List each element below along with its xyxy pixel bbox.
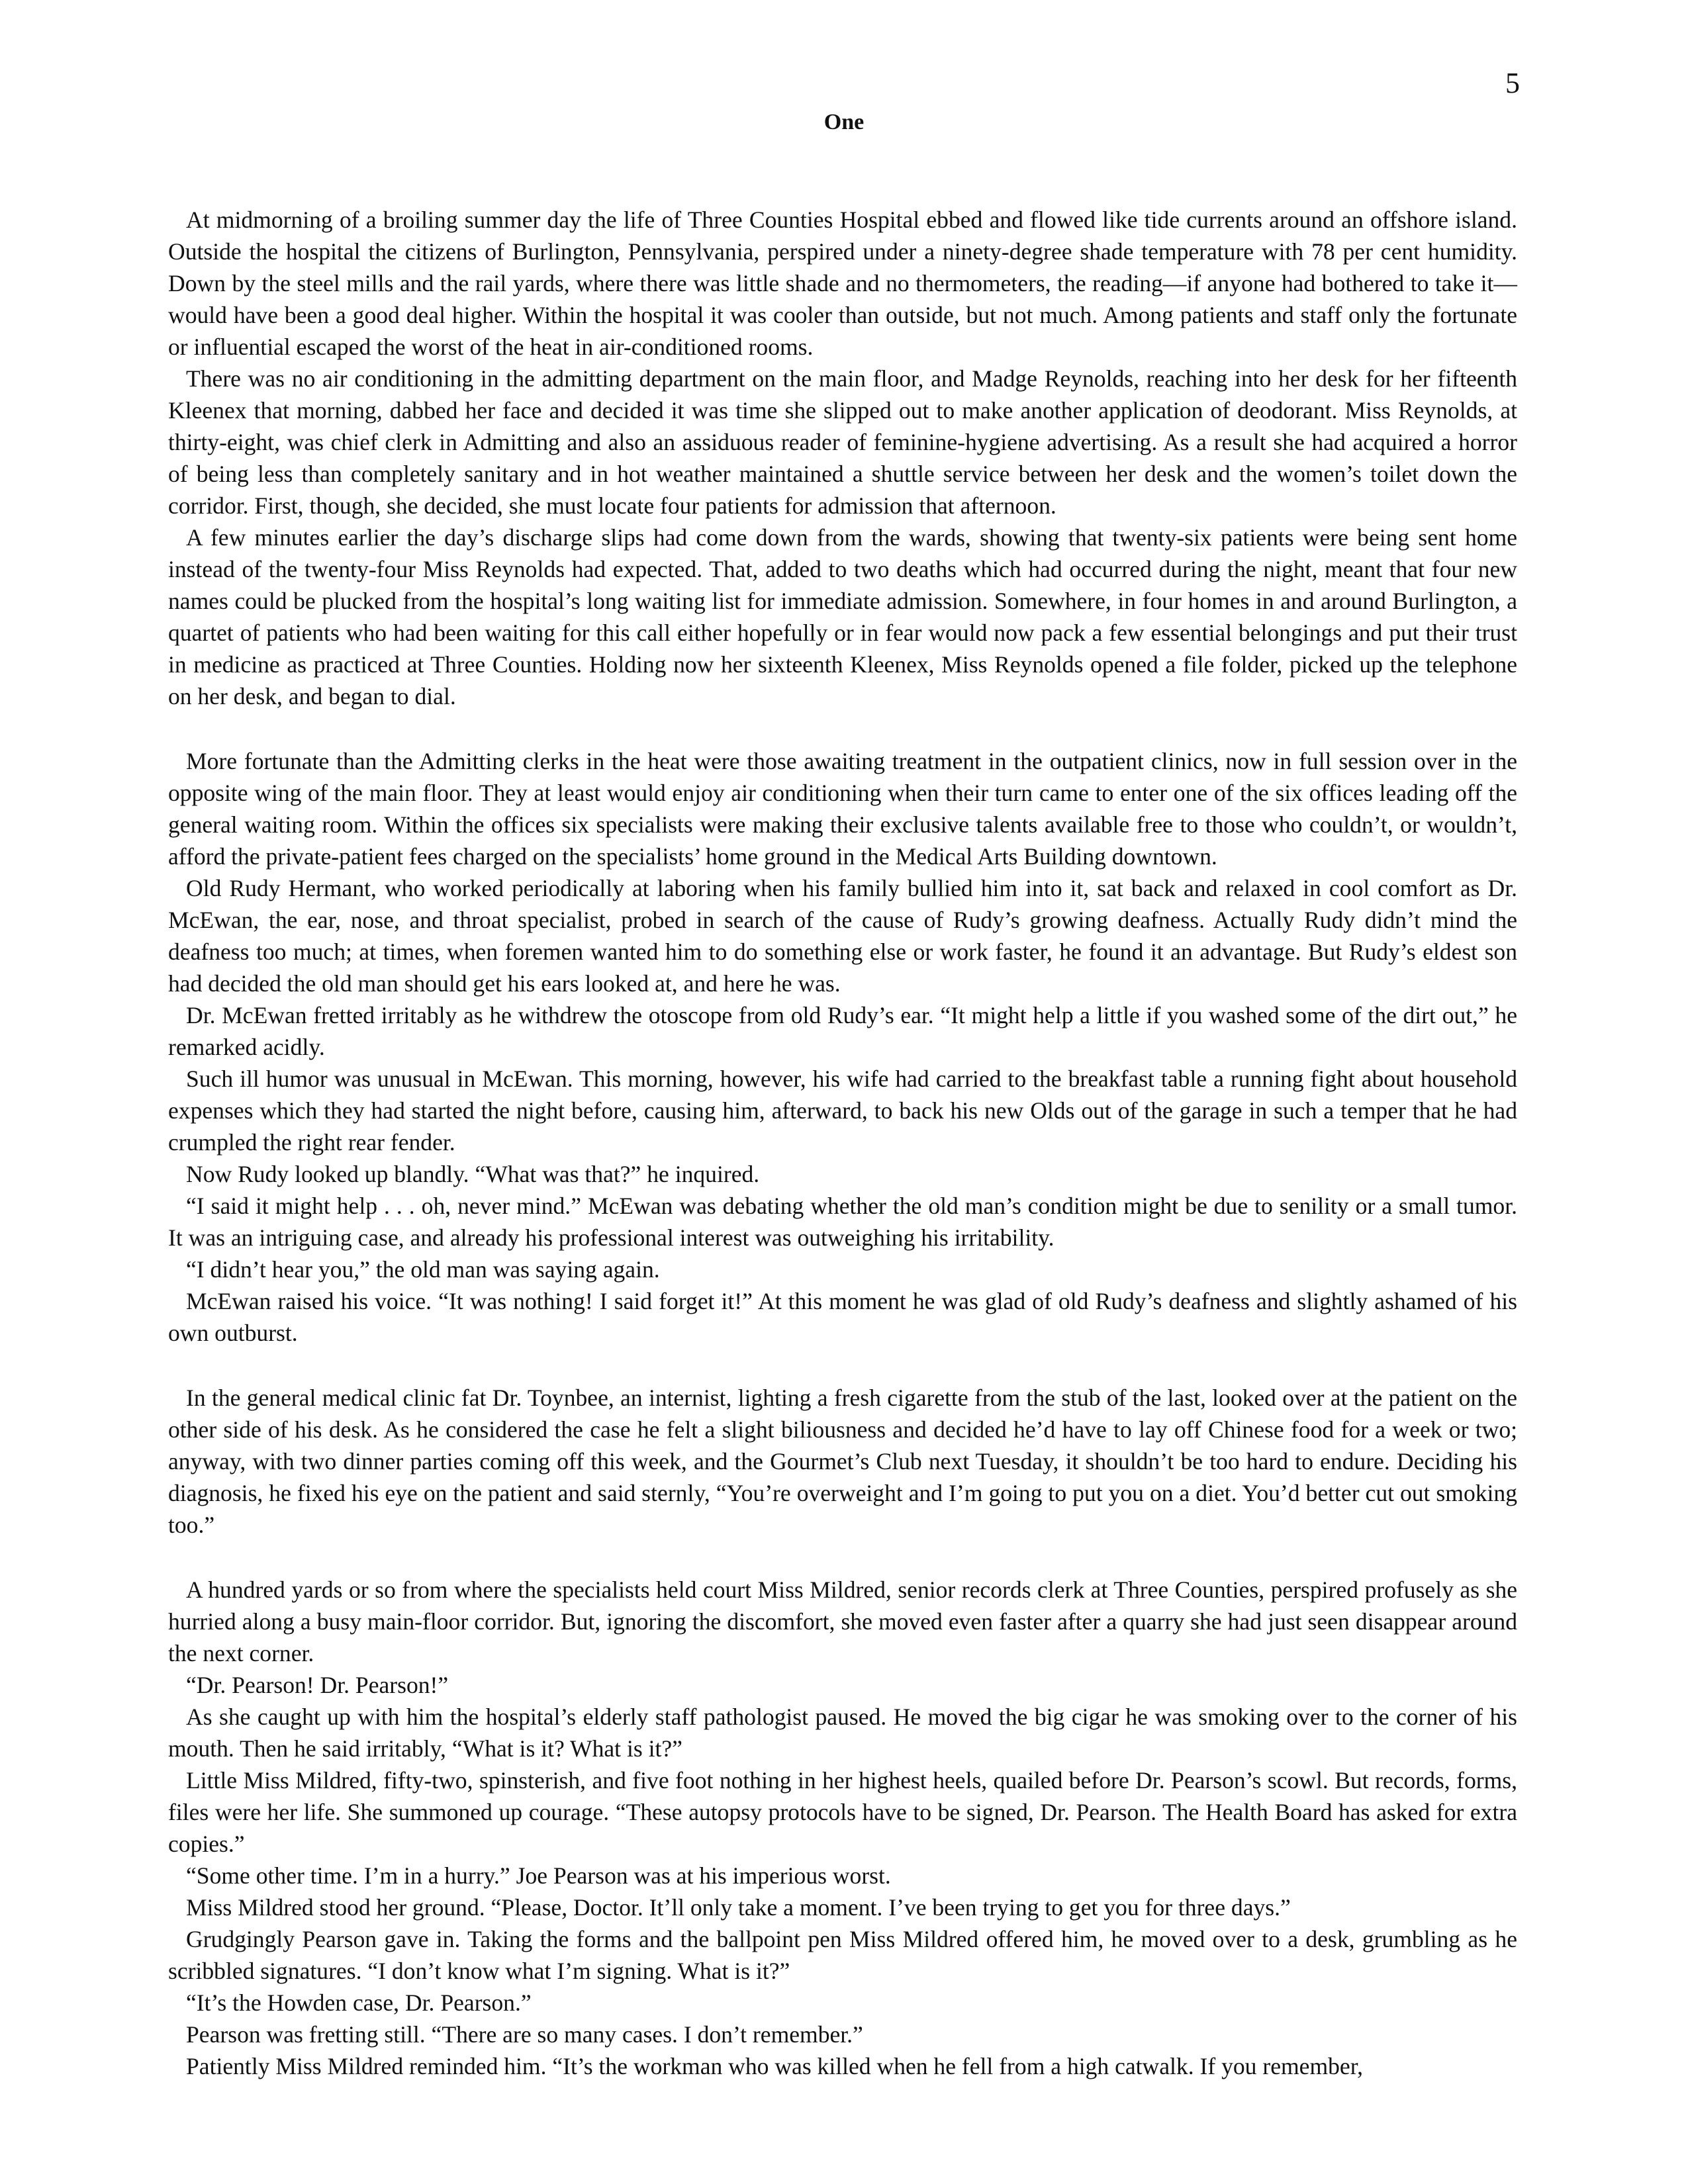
section-break — [168, 1541, 1517, 1574]
paragraph: “It’s the Howden case, Dr. Pearson.” — [186, 1989, 532, 2016]
section-admitting — [168, 204, 1517, 712]
paragraph: There was no air conditioning in the admitting department on the main floor, and Madge Reynolds, reaching into her desk for her fifteenth Kleenex that morning, dabbed her face and decided it was time she slipped out to make another application of deodorant. Miss Reynolds, at thirty-eight, was chief clerk in Admitting and also an assiduous reader of feminine-hygiene advertising. As a result she had acquired a horror of being less than completely sanitary and in hot weather maintained a shuttle service between her desk and the women’s toilet down the corridor. First, though, she decided, she must locate four patients for admission that afternoon. — [168, 365, 1517, 519]
paragraph: “I said it might help . . . oh, never mind.” McEwan was debating whether the old man’s condition might be due to senility or a small tumor. It was an intriguing case, and already his professional interest was outweighing his irritability. — [168, 1193, 1517, 1251]
paragraph: “Some other time. I’m in a hurry.” Joe Pearson was at his imperious worst. — [186, 1862, 891, 1889]
paragraph: “I didn’t hear you,” the old man was saying again. — [186, 1256, 660, 1283]
section-general-medical-clinic — [168, 1382, 1517, 1541]
paragraph: A few minutes earlier the day’s discharge slips had come down from the wards, showing that twenty-six patients were being sent home instead of the twenty-four Miss Reynolds had expected. That, added to two deaths which had occurred during the night, meant that four new names could be plucked from the hospital’s long waiting list for immediate admission. Somewhere, in four homes in and around Burlington, a quartet of patients who had been waiting for this call either hopefully or in fear would now pack a few essential belongings and put their trust in medicine as practiced at Three Counties. Holding now her sixteenth Kleenex, Miss Reynolds opened a file folder, picked up the telephone on her desk, and began to dial. — [168, 524, 1517, 709]
text-body — [168, 204, 1517, 2082]
section-break — [168, 712, 1517, 745]
section-records-clerk — [168, 1574, 1517, 2082]
paragraph: Little Miss Mildred, fifty-two, spinsterish, and five foot nothing in her highest heels, quailed before Dr. Pearson’s scowl. But records, forms, files were her life. She summoned up courage. “These autopsy protocols have to be signed, Dr. Pearson. The Health Board has asked for extra copies.” — [168, 1767, 1517, 1857]
paragraph: Pearson was fretting still. “There are so many cases. I don’t remember.” — [186, 2021, 863, 2048]
paragraph: Now Rudy looked up blandly. “What was that?” he inquired. — [186, 1161, 760, 1187]
section-outpatient-clinics — [168, 745, 1517, 1349]
paragraph: Dr. McEwan fretted irritably as he withdrew the otoscope from old Rudy’s ear. “It might help a little if you washed some of the dirt out,” he remarked acidly. — [168, 1002, 1517, 1060]
paragraph: Such ill humor was unusual in McEwan. This morning, however, his wife had carried to the breakfast table a running fight about household expenses which they had started the night before, causing him, afterward, to back his new Olds out of the garage in such a temper that he had crumpled the right rear fender. — [168, 1066, 1517, 1156]
page-number: 5 — [1505, 67, 1520, 99]
paragraph: A hundred yards or so from where the specialists held court Miss Mildred, senior records clerk at Three Counties, perspired profusely as she hurried along a busy main-floor corridor. But, ignoring the discomfort, she moved even faster after a quarry she had just seen disappear around the next corner. — [168, 1576, 1517, 1666]
paragraph: Patiently Miss Mildred reminded him. “It’s the workman who was killed when he fell from a high catwalk. If you remember, — [186, 2053, 1364, 2079]
paragraph: As she caught up with him the hospital’s elderly staff pathologist paused. He moved the big cigar he was smoking over to the corner of his mouth. Then he said irritably, “What is it? What is it?” — [168, 1704, 1517, 1762]
paragraph: McEwan raised his voice. “It was nothing! I said forget it!” At this moment he was glad of old Rudy’s deafness and slightly ashamed of his own outburst. — [168, 1288, 1517, 1346]
paragraph: At midmorning of a broiling summer day the life of Three Counties Hospital ebbed and flowed like tide currents around an offshore island. Outside the hospital the citizens of Burlington, Pennsylvania, perspired under a ninety-degree shade temperature with 78 per cent humidity. Down by the steel mills and the rail yards, where there was little shade and no thermometers, the reading—if anyone had bothered to take it—would have been a good deal higher. Within the hospital it was cooler than outside, but not much. Among patients and staff only the fortunate or influential escaped the worst of the heat in air-conditioned rooms. — [168, 206, 1517, 360]
section-break — [168, 1349, 1517, 1382]
paragraph: “Dr. Pearson! Dr. Pearson!” — [186, 1672, 449, 1698]
paragraph: More fortunate than the Admitting clerks in the heat were those awaiting treatment in the outpatient clinics, now in full session over in the opposite wing of the main floor. They at least would enjoy air conditioning when their turn came to enter one of the six offices leading off the general waiting room. Within the offices six specialists were making their exclusive talents available free to those who couldn’t, or wouldn’t, afford the private-patient fees charged on the specialists’ home ground in the Medical Arts Building downtown. — [168, 748, 1517, 870]
paragraph: Grudgingly Pearson gave in. Taking the forms and the ballpoint pen Miss Mildred offered him, he moved over to a desk, grumbling as he scribbled signatures. “I don’t know what I’m signing. What is it?” — [168, 1926, 1517, 1984]
chapter-title: One — [823, 110, 865, 134]
paragraph: In the general medical clinic fat Dr. Toynbee, an internist, lighting a fresh cigarette from the stub of the last, looked over at the patient on the other side of his desk. As he considered the case he felt a slight biliousness and decided he’d have to lay off Chinese food for a week or two; anyway, with two dinner parties coming off this week, and the Gourmet’s Club next Tuesday, it shouldn’t be too hard to endure. Deciding his diagnosis, he fixed his eye on the patient and said sternly, “You’re overweight and I’m going to put you on a diet. You’d better cut out smoking too.” — [168, 1385, 1517, 1538]
paragraph: Miss Mildred stood her ground. “Please, Doctor. It’ll only take a moment. I’ve been trying to get you for three days.” — [186, 1894, 1291, 1921]
paragraph: Old Rudy Hermant, who worked periodically at laboring when his family bullied him into it, sat back and relaxed in cool comfort as Dr. McEwan, the ear, nose, and throat specialist, probed in search of the cause of Rudy’s growing deafness. Actually Rudy didn’t mind the deafness too much; at times, when foremen wanted him to do something else or work faster, he found it an advantage. But Rudy’s eldest son had decided the old man should get his ears looked at, and here he was. — [168, 875, 1517, 997]
